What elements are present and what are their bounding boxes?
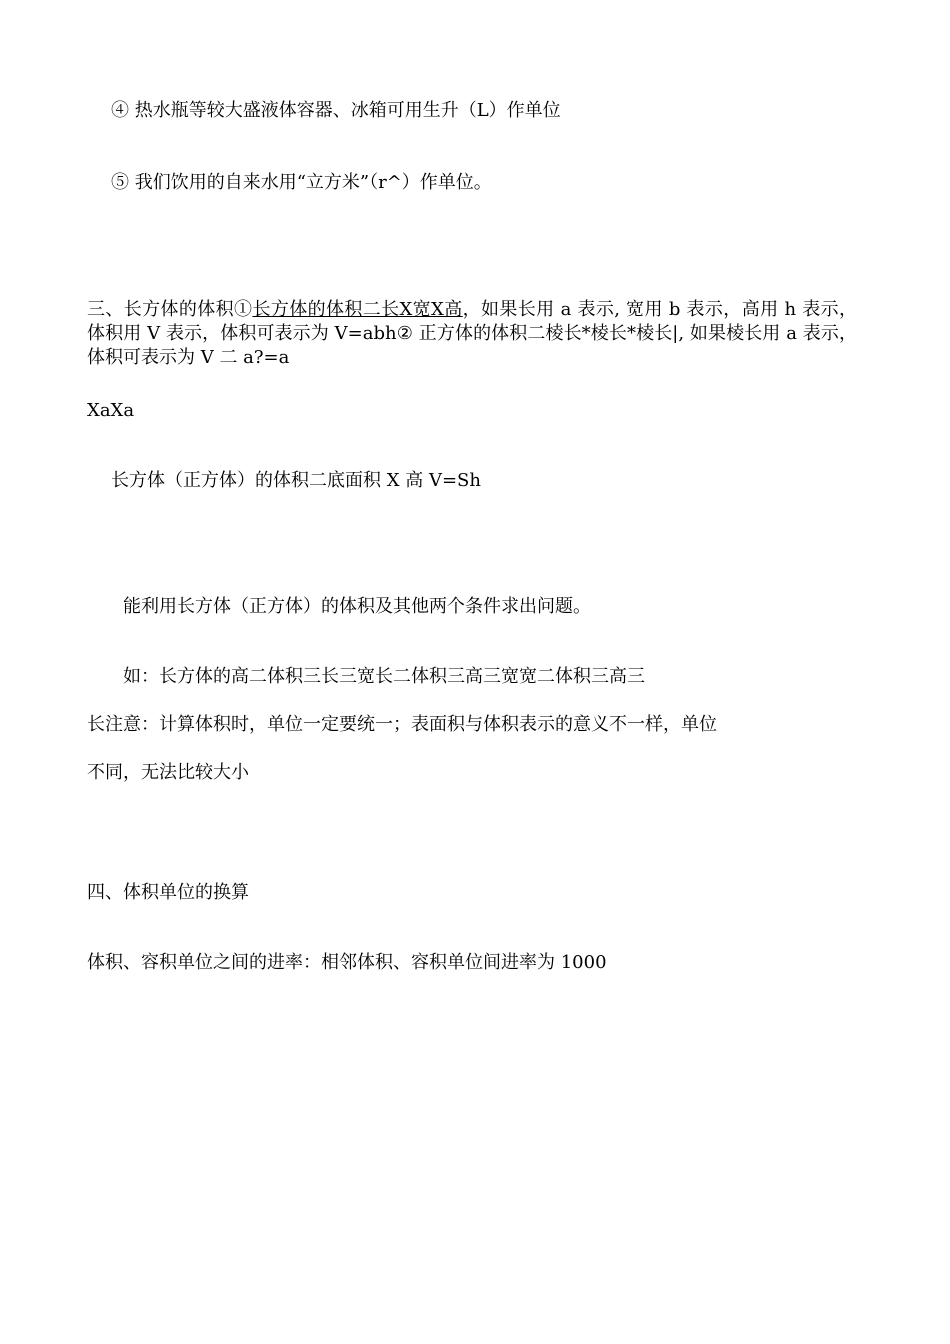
ability-statement: 能利用长方体（正方体）的体积及其他两个条件求出问题。: [123, 596, 591, 617]
conversion-rate-text: 体积、容积单位之间的进率：相邻体积、容积单位间进率为 1000: [87, 952, 607, 973]
section-3-heading: 三、长方体的体积①: [87, 299, 253, 320]
section-3-paragraph: [87, 298, 857, 370]
section-4-heading: 四、体积单位的换算: [87, 882, 249, 903]
xaxa-text: XaXa: [87, 400, 135, 421]
list-item-4: ④ 热水瓶等较大盛液体容器、冰箱可用生升（L）作单位: [111, 100, 561, 121]
list-item-5: ⑤ 我们饮用的自来水用“立方米”（r^）作单位。: [111, 172, 492, 193]
example-line: 如：长方体的高二体积三长三宽长二体积三高三宽宽二体积三高三: [123, 666, 645, 687]
note-line-2: 不同，无法比较大小: [87, 762, 249, 783]
base-area-formula: 长方体（正方体）的体积二底面积 X 高 V=Sh: [111, 470, 481, 491]
section-3-body: ，如果长用 a 表示, 宽用 b 表示，高用 h 表示，体积用 V 表示，体积可表示为 V=abh② 正方体的体积二棱长*棱长*棱长|, 如果棱长用 a 表示，体积可表示为 V 二 a?=a: [87, 299, 858, 368]
cuboid-volume-formula: 长方体的体积二长X宽X高: [252, 299, 463, 320]
note-line-1: 长注意：计算体积时，单位一定要统一；表面积与体积表示的意义不一样，单位: [87, 714, 717, 735]
